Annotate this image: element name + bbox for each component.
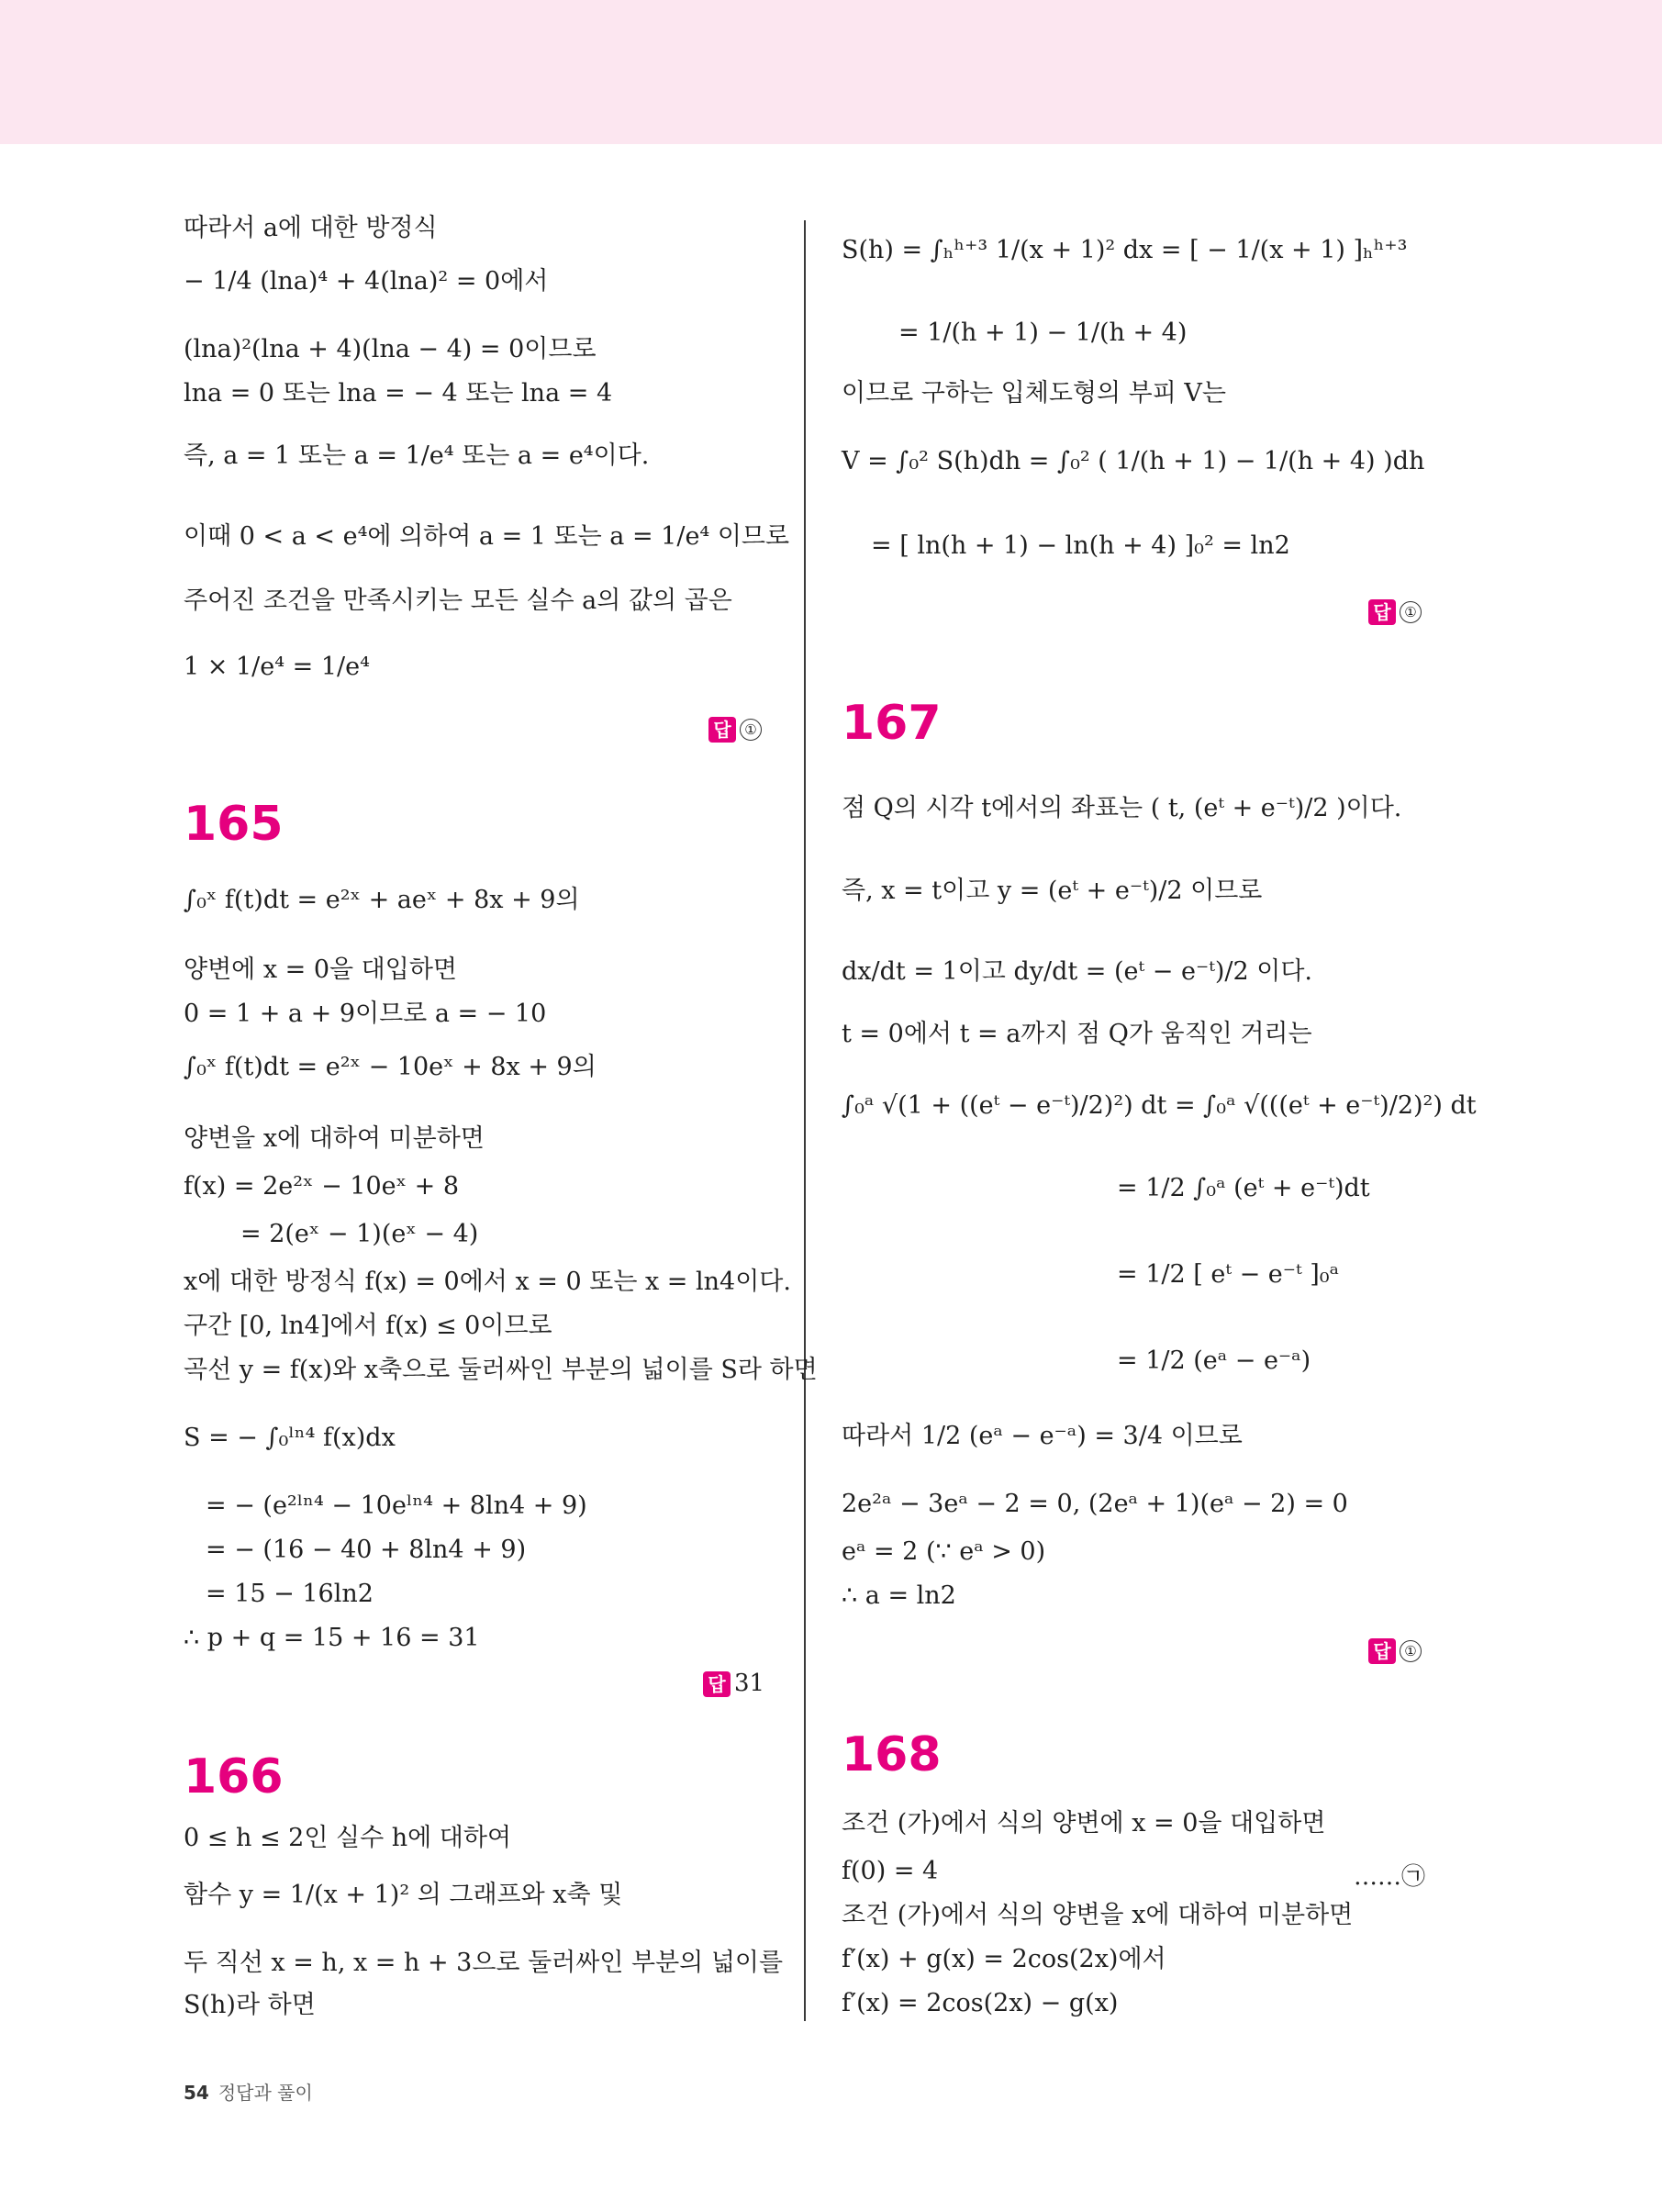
problem-number-168: 168 — [842, 1727, 942, 1782]
equation-line: = 1/2 ∫₀ᵃ (eᵗ + e⁻ᵗ)dt — [1117, 1174, 1370, 1202]
equation-line: 즉, a = 1 또는 a = 1/e⁴ 또는 a = e⁴이다. — [184, 441, 650, 470]
equation-line: 즉, x = t이고 y = (eᵗ + e⁻ᵗ)/2 이므로 — [842, 877, 1263, 905]
equation-line: 2e²ᵃ − 3eᵃ − 2 = 0, (2eᵃ + 1)(eᵃ − 2) = 0 — [842, 1490, 1348, 1518]
answer-badge — [1368, 597, 1422, 626]
equation-line: f′(x) + g(x) = 2cos(2x)에서 — [842, 1945, 1166, 1973]
text-line: 이므로 구하는 입체도형의 부피 V는 — [842, 379, 1226, 408]
equation-line: 0 = 1 + a + 9이므로 a = − 10 — [184, 1000, 547, 1028]
answer-value: ① — [1400, 1640, 1422, 1662]
answer-tag: 답 — [708, 717, 736, 743]
text-line: 조건 (가)에서 식의 양변에 x = 0을 대입하면 — [842, 1809, 1326, 1838]
equation-line: f(0) = 4 — [842, 1857, 939, 1885]
text-line: 구간 [0, ln4]에서 f(x) ≤ 0이므로 — [184, 1312, 552, 1340]
answer-badge — [1368, 1636, 1422, 1665]
answer-badge — [708, 714, 762, 743]
header-band — [0, 0, 1662, 144]
equation-line: = − (e²ˡⁿ⁴ − 10eˡⁿ⁴ + 8ln4 + 9) — [206, 1491, 587, 1520]
answer-tag: 답 — [1368, 1638, 1396, 1664]
text-line: 주어진 조건을 만족시키는 모든 실수 a의 값의 곱은 — [184, 587, 732, 615]
equation-line: 점 Q의 시각 t에서의 좌표는 ( t, (eᵗ + e⁻ᵗ)/2 )이다. — [842, 794, 1402, 822]
column-divider — [804, 220, 806, 2021]
answer-tag: 답 — [703, 1671, 731, 1697]
equation-line: 1 × 1/e⁴ = 1/e⁴ — [184, 653, 370, 681]
equation-line: ∫₀ᵃ √(1 + ((eᵗ − e⁻ᵗ)/2)²) dt = ∫₀ᵃ √(((eᵗ + e⁻ᵗ)/2)²) dt — [842, 1091, 1477, 1120]
answer-badge — [703, 1669, 764, 1698]
answer-value: 31 — [734, 1670, 765, 1697]
equation-line: 함수 y = 1/(x + 1)² 의 그래프와 x축 및 — [184, 1881, 623, 1909]
footer-label: 정답과 풀이 — [218, 2082, 313, 2104]
text-line: 두 직선 x = h, x = h + 3으로 둘러싸인 부분의 넓이를 — [184, 1949, 784, 1977]
equation-line: = 2(eˣ − 1)(eˣ − 4) — [240, 1220, 479, 1248]
equation-line: 따라서 1/2 (eᵃ − e⁻ᵃ) = 3/4 이므로 — [842, 1422, 1243, 1450]
equation-line: V = ∫₀² S(h)dh = ∫₀² ( 1/(h + 1) − 1/(h + 4) )dh — [842, 447, 1425, 475]
equation-line: f(x) = 2e²ˣ − 10eˣ + 8 — [184, 1172, 460, 1201]
text-line: S(h)라 하면 — [184, 1991, 316, 2019]
equation-line: ∫₀ˣ f(t)dt = e²ˣ + aeˣ + 8x + 9의 — [184, 886, 580, 914]
equation-line: = [ ln(h + 1) − ln(h + 4) ]₀² = ln2 — [871, 531, 1290, 560]
equation-line: f′(x) = 2cos(2x) − g(x) — [842, 1989, 1119, 2017]
problem-number-166: 166 — [184, 1749, 284, 1804]
equation-marker: ……㉠ — [1354, 1863, 1426, 1891]
answer-value: ① — [1400, 601, 1422, 623]
equation-line: = 1/(h + 1) − 1/(h + 4) — [898, 318, 1188, 347]
text-line: 0 ≤ h ≤ 2인 실수 h에 대하여 — [184, 1824, 512, 1852]
equation-line: − 1/4 (lna)⁴ + 4(lna)² = 0에서 — [184, 267, 549, 296]
text-line: t = 0에서 t = a까지 점 Q가 움직인 거리는 — [842, 1020, 1312, 1048]
equation-line: = − (16 − 40 + 8ln4 + 9) — [206, 1536, 527, 1564]
text-line: 양변에 x = 0을 대입하면 — [184, 955, 458, 984]
equation-line: ∴ p + q = 15 + 16 = 31 — [184, 1624, 480, 1652]
text-line: 양변을 x에 대하여 미분하면 — [184, 1124, 485, 1153]
equation-line: S = − ∫₀ˡⁿ⁴ f(x)dx — [184, 1424, 396, 1452]
equation-line: = 15 − 16ln2 — [206, 1580, 374, 1608]
problem-number-165: 165 — [184, 797, 284, 852]
equation-line: = 1/2 (eᵃ − e⁻ᵃ) — [1117, 1346, 1311, 1375]
text-line: x에 대한 방정식 f(x) = 0에서 x = 0 또는 x = ln4이다. — [184, 1268, 791, 1296]
equation-line: eᵃ = 2 (∵ eᵃ > 0) — [842, 1537, 1046, 1566]
equation-line: ∫₀ˣ f(t)dt = e²ˣ − 10eˣ + 8x + 9의 — [184, 1053, 597, 1081]
text-line: 곡선 y = f(x)와 x축으로 둘러싸인 부분의 넓이를 S라 하면 — [184, 1356, 818, 1384]
page-number: 54 — [184, 2082, 209, 2104]
equation-line: lna = 0 또는 lna = − 4 또는 lna = 4 — [184, 379, 613, 408]
answer-tag: 답 — [1368, 599, 1396, 625]
text-line: 조건 (가)에서 식의 양변을 x에 대하여 미분하면 — [842, 1901, 1354, 1929]
equation-line: = 1/2 [ eᵗ − e⁻ᵗ ]₀ᵃ — [1117, 1260, 1340, 1289]
text-line: 따라서 a에 대한 방정식 — [184, 214, 438, 242]
equation-line: S(h) = ∫ₕʰ⁺³ 1/(x + 1)² dx = [ − 1/(x + 1) ]ₕʰ⁺³ — [842, 236, 1408, 264]
problem-number-167: 167 — [842, 696, 942, 751]
page-footer — [184, 2078, 313, 2105]
equation-line: 이때 0 < a < e⁴에 의하여 a = 1 또는 a = 1/e⁴ 이므로 — [184, 522, 790, 551]
answer-value: ① — [740, 719, 762, 741]
equation-line: (lna)²(lna + 4)(lna − 4) = 0이므로 — [184, 335, 597, 363]
equation-line: ∴ a = ln2 — [842, 1581, 956, 1610]
equation-line: dx/dt = 1이고 dy/dt = (eᵗ − e⁻ᵗ)/2 이다. — [842, 957, 1312, 986]
